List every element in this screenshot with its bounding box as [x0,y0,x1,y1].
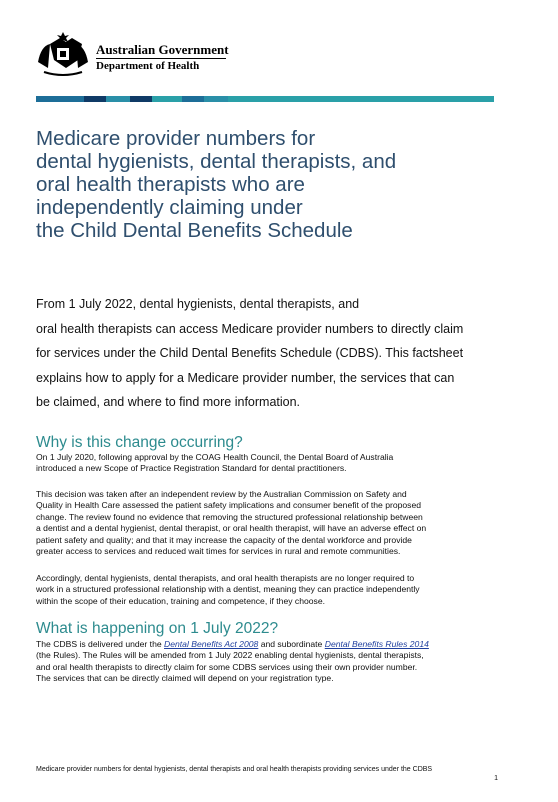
paragraph-line: This decision was taken after an independent review by the Australian Commission on Safety and [36,489,407,499]
page-footer [36,765,498,783]
title-line: oral health therapists who are [36,173,305,196]
color-bar-segment [182,96,204,102]
intro-line: explains how to apply for a Medicare provider number, the services that can [36,370,455,385]
paragraph-line: greater access to services and reduced wait times for services in rural and remote communities. [36,546,401,557]
paragraph-line: The services that can be directly claimed will depend on your registration type. [36,673,334,684]
intro-paragraph [36,292,516,415]
paragraph-line [36,639,516,650]
title-line: Medicare provider numbers for [36,127,316,150]
paragraph-line: a dentist and a dental hygienist, dental therapist, or oral health therapist, will have an adverse effect on [36,523,427,534]
intro-line: for services under the Child Dental Benefits Schedule (CDBS). This factsheet [36,346,464,360]
paragraph-line: Accordingly, dental hygienists, dental therapists, and oral health therapists are no longer required to [36,573,415,583]
section-heading-what: What is happening on 1 July 2022? [36,620,279,637]
intro-line: oral health therapists can access Medicare provider numbers to directly claim [36,321,464,336]
section-why-paragraph-2 [36,489,516,557]
title-line: independently claiming under [36,196,303,219]
page-number: 1 [494,775,498,782]
government-wordmark [96,43,229,73]
document-title [36,127,506,242]
decorative-color-bar [36,96,494,102]
title-line: the Child Dental Benefits Schedule [36,219,353,242]
paragraph-line: patient safety and quality; and that it may increase the capacity of the dental workforce and provide [36,534,412,545]
color-bar-segment [130,96,152,102]
dental-benefits-act-link[interactable]: Dental Benefits Act 2008 [164,639,259,649]
intro-line: be claimed, and where to find more information. [36,395,301,409]
color-bar-segment [152,96,182,102]
paragraph-line: Quality in Health Care assessed the patient safety implications and consumer benefit of the proposed [36,500,422,511]
wordmark-divider [96,58,226,59]
footer-text: Medicare provider numbers for dental hygienists, dental therapists and oral health therapists providing services under the CDBS [36,766,433,773]
paragraph-line: work in a structured professional relationship with a dentist, meaning they can practice independently [36,584,420,595]
color-bar-segment [204,96,228,102]
paragraph-line: within the scope of their education, training and competence, if they choose. [36,595,326,606]
government-name: Australian Government [96,42,229,57]
intro-line: From 1 July 2022, dental hygienists, dental therapists, and [36,297,360,311]
color-bar-segment [84,96,106,102]
color-bar-segment [228,96,494,102]
section-why-paragraph-1 [36,452,516,475]
paragraph-line: (the Rules). The Rules will be amended from 1 July 2022 enabling dental hygienists, dental therapists, [36,650,424,661]
paragraph-line: introduced a new Scope of Practice Registration Standard for dental practitioners. [36,463,347,474]
text-run: The CDBS is delivered under the [36,639,165,649]
section-why-paragraph-3 [36,573,516,607]
section-what-paragraph [36,639,516,685]
color-bar-segment [36,96,84,102]
government-header [36,30,236,80]
paragraph-line: and oral health therapists to directly claim for some CDBS services using their own provider number. [36,661,418,672]
dental-benefits-rules-link[interactable]: Dental Benefits Rules 2014 [324,639,429,649]
paragraph-line: On 1 July 2020, following approval by the COAG Health Council, the Dental Board of Australia [36,452,394,462]
text-run: and subordinate [258,639,325,649]
department-name: Department of Health [96,60,200,72]
paragraph-line: change. The review found no evidence that removing the structured professional relationship between [36,511,423,522]
section-heading-why: Why is this change occurring? [36,434,243,451]
title-line: dental hygienists, dental therapists, and [36,150,397,173]
color-bar-segment [106,96,130,102]
coat-of-arms-icon [36,30,90,78]
